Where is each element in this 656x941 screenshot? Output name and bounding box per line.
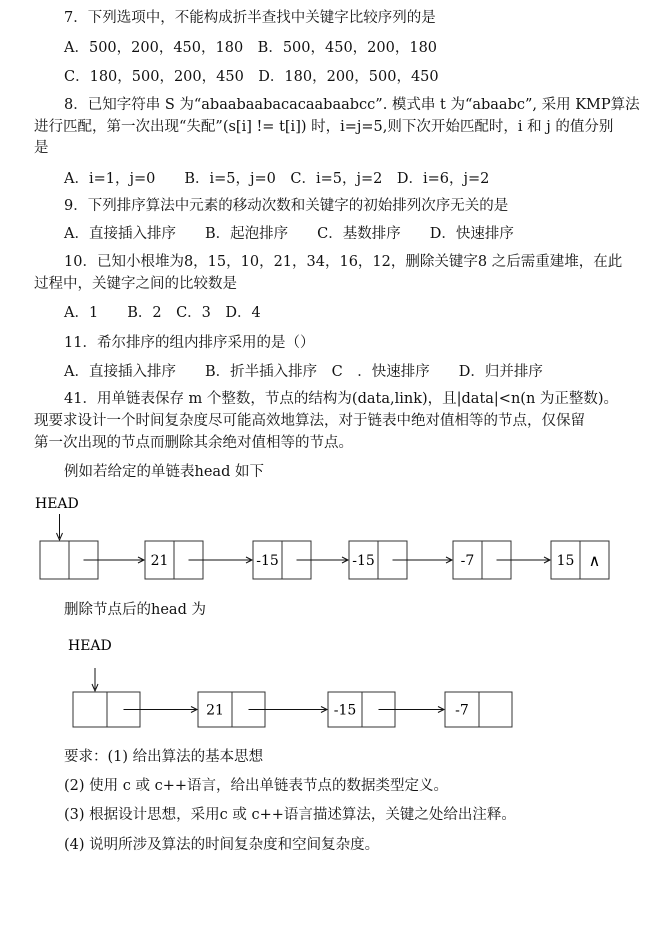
text-line: 11．希尔排序的组内排序采用的是（）	[64, 335, 315, 351]
head-label: HEAD	[68, 638, 112, 654]
node-data: 15	[556, 553, 575, 569]
node-data: -15	[333, 702, 357, 719]
node-data: -15	[256, 553, 279, 569]
text-line: 41．用单链表保存 m 个整数，节点的结构为(data,link)，且|data|<n(n 为正整数)。	[64, 391, 619, 407]
text-line: 7．下列选项中，不能构成折半查找中关键字比较序列的是	[64, 10, 436, 26]
linked-list-result-diagram	[0, 630, 656, 740]
text-line: 8．已知字符串 S 为“abaabaabacacaabaabcc”. 模式串 t 为“abaabc”, 采用 KMP算法	[64, 97, 640, 113]
text-line: A．1 B．2 C．3 D．4	[64, 305, 261, 321]
text-line: 例如若给定的单链表head 如下	[64, 464, 264, 480]
text-line: (3) 根据设计思想，采用c 或 c++语言描述算法，关键之处给出注释。	[64, 807, 516, 823]
text-line: A．直接插入排序 B．折半插入排序 C ．快速排序 D．归并排序	[64, 364, 543, 380]
linked-list-original-diagram	[0, 490, 656, 590]
null-pointer-icon: ∧	[588, 551, 601, 570]
text-line: 是	[34, 140, 49, 156]
head-label: HEAD	[35, 496, 79, 512]
text-line: A．i=1，j=0 B．i=5，j=0 C．i=5，j=2 D．i=6，j=2	[64, 171, 490, 187]
node-data: -7	[455, 702, 469, 719]
text-line: (4) 说明所涉及算法的时间复杂度和空间复杂度。	[64, 837, 380, 853]
node-data: 21	[206, 702, 224, 719]
text-line: 9．下列排序算法中元素的移动次数和关键字的初始排列次序无关的是	[64, 198, 509, 214]
text-line: 进行匹配，第一次出现“失配”(s[i] != t[i]) 时，i=j=5,则下次开始匹配时，i 和 j 的值分别	[34, 119, 614, 135]
text-line: (2) 使用 c 或 c++语言，给出单链表节点的数据类型定义。	[64, 778, 449, 794]
text-line: C．180，500，200，450 D．180，200，500，450	[64, 69, 439, 85]
text-line: 10．已知小根堆为8，15，10，21，34，16，12，删除关键字8 之后需重建堆，在此	[64, 254, 623, 270]
text-line: A．500，200，450，180 B．500，450，200，180	[64, 40, 438, 56]
text-line: A．直接插入排序 B．起泡排序 C．基数排序 D．快速排序	[64, 226, 514, 242]
text-line: 过程中，关键字之间的比较数是	[34, 276, 237, 292]
text-line: 要求：(1) 给出算法的基本思想	[64, 749, 264, 765]
node-data: -15	[352, 553, 375, 569]
node-data: 21	[150, 553, 169, 569]
text-line: 第一次出现的节点而删除其余绝对值相等的节点。	[34, 435, 353, 451]
text-line: 现要求设计一个时间复杂度尽可能高效地算法，对于链表中绝对值相等的节点，仅保留	[34, 413, 585, 429]
node-data: -7	[460, 553, 475, 569]
text-line: 删除节点后的head 为	[64, 602, 206, 618]
